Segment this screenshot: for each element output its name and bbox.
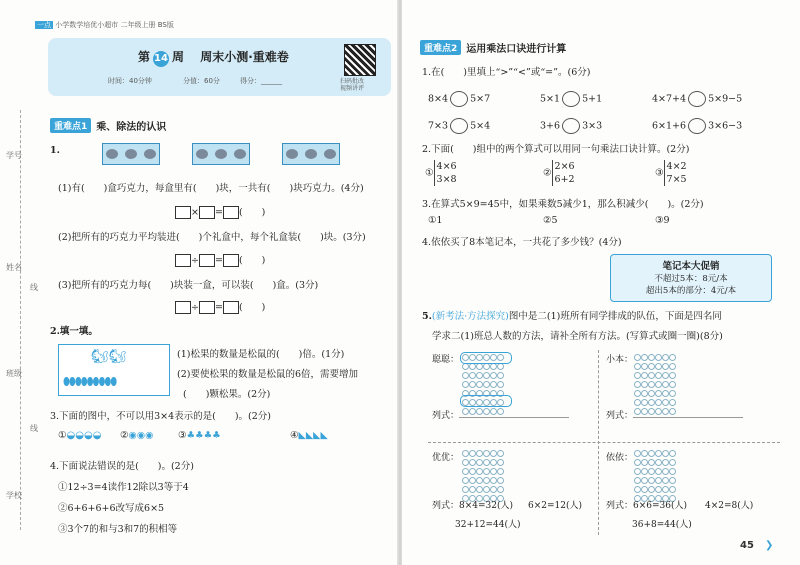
method-4-answer-3: 36+8=44(人): [632, 520, 692, 530]
answer-box[interactable]: [175, 206, 191, 219]
formula-label: 列式：: [432, 411, 460, 421]
unit-blank: ( ): [238, 302, 266, 313]
q1-number: 1.: [50, 145, 60, 156]
squirrel-pinecone-picture: [58, 344, 170, 396]
expr: 6+2: [554, 174, 575, 185]
q1-part3: (3)把所有的巧克力每( )块装一盒，可以装( )盒。(3分): [58, 280, 319, 291]
op-equals: =: [214, 255, 223, 266]
r3-option-1[interactable]: ①1: [428, 215, 443, 226]
q1-part2: (2)把所有的巧克力平均装进( )个礼盒中，每个礼盒装( )块。(3分): [58, 232, 366, 243]
op-divide: ÷: [191, 255, 199, 266]
q4-option-3[interactable]: ③3个7的和与3和7的积相等: [58, 524, 178, 535]
r5-number: 5.: [422, 311, 432, 322]
q4-option-2[interactable]: ②6+6+6+6改写成6×5: [58, 503, 165, 514]
section-1-title: 乘、除法的认识: [96, 122, 167, 133]
page-number: 45: [740, 540, 754, 551]
arrow-right-icon: ❯: [765, 540, 774, 551]
r3-option-2[interactable]: ②5: [543, 215, 558, 226]
method-4-answer-1: 列式：6×6=36(人): [606, 501, 688, 511]
r2-label: ①: [425, 167, 434, 179]
week-title: [138, 48, 289, 67]
queue-dots: [634, 354, 674, 415]
q2-line1: (1)松果的数量是松鼠的( )倍。(1分): [177, 349, 345, 360]
margin-class: 班级: [6, 369, 22, 378]
compare-blank[interactable]: [562, 91, 580, 107]
promo-line-1: 不超过5本：8元/本: [654, 274, 728, 284]
expr: 5×1: [540, 93, 561, 105]
r1-row1-b: [540, 91, 602, 107]
expr: 7×3: [428, 120, 449, 132]
op-equals: =: [214, 302, 223, 313]
r2-label: ③: [655, 167, 664, 179]
corner-series: [35, 20, 174, 30]
q3-option-label: ③: [178, 430, 187, 441]
fish-group-icon: ◒◒◒◒: [66, 430, 102, 441]
section-2-header: [420, 40, 566, 55]
method-3-answer-2: 6×2=12(人): [528, 501, 583, 511]
week-suffix: 周: [172, 50, 185, 64]
margin-name: 姓名: [6, 263, 22, 272]
q3-option-label: ④: [290, 430, 299, 441]
binding-line: [20, 110, 21, 530]
duck-group-icon: ◣◣◣◣: [298, 430, 328, 441]
r1-row2-c: [652, 118, 742, 134]
chocolate-box-icon: [102, 143, 160, 165]
corner-tag: 一点: [37, 21, 51, 29]
expr: 5×7: [470, 93, 491, 105]
answer-box[interactable]: [175, 301, 191, 314]
expr: 2×6: [554, 161, 575, 172]
q3-option-3[interactable]: [178, 430, 221, 441]
q1-equation-1: [175, 204, 265, 219]
got-info: 得分：______: [240, 77, 282, 85]
expr: 4×7+4: [652, 93, 687, 105]
got-label: 得分：: [240, 77, 261, 85]
expr: 5+1: [582, 93, 603, 105]
r5-line2: 学求二(1)班总人数的方法，请补全所有方法。(写算式或圈一圈)(8分): [432, 331, 723, 342]
expr: 4×2: [666, 161, 687, 172]
q3-option-label: ①: [58, 430, 67, 441]
compare-blank[interactable]: [450, 91, 468, 107]
r2-option-3[interactable]: [655, 160, 687, 186]
expr: 8×4: [428, 93, 449, 105]
quadrant-divider-h: [428, 442, 780, 443]
r2-option-1[interactable]: [425, 160, 457, 186]
q1-equation-3: [175, 299, 265, 314]
squirrel-icon: 🐿🐿: [91, 349, 127, 365]
corner-series-text: 小学数学培优小超市: [55, 21, 119, 29]
method-1-formula: [432, 408, 569, 421]
q1-part1: (1)有( )盒巧克力，每盒里有( )块，一共有( )块巧克力。(4分): [58, 183, 364, 194]
answer-line[interactable]: [459, 417, 569, 418]
op-times: ×: [191, 207, 199, 218]
unit-blank: ( ): [238, 207, 266, 218]
method-4-answer-2: 4×2=8(人): [705, 501, 754, 511]
r1-row1-c: [652, 91, 742, 107]
q4-text: 4.下面说法错误的是( )。(2分): [50, 461, 194, 472]
week-prefix: 第: [138, 50, 151, 64]
r1-text: 1.在( )里填上“>”“<”或“=”。(6分): [422, 67, 591, 78]
cherry-group-icon: ♣♣♣♣: [186, 430, 221, 441]
method-name-2: 小本：: [606, 355, 634, 365]
q2-line3: ( )颗松果。(2分): [183, 389, 271, 400]
qr-caption: 扫码批改 视频讲评: [340, 78, 365, 92]
unit-blank: ( ): [238, 255, 266, 266]
expr: 5×9−5: [708, 93, 743, 105]
formula-label: 列式：: [606, 411, 634, 421]
q3-option-label: ②: [120, 430, 129, 441]
expr: 3×3: [582, 120, 603, 132]
expr: 6×1+6: [652, 120, 687, 132]
circle-annotation: [460, 352, 512, 364]
method-name-3: 优优：: [432, 453, 460, 463]
q3-text: 3.下面的图中，不可以用3×4表示的是( )。(2分): [50, 411, 271, 422]
r1-row2-a: [428, 118, 490, 134]
method-2-formula: [606, 408, 743, 421]
compare-blank[interactable]: [688, 118, 706, 134]
chocolate-box-icon: [192, 143, 250, 165]
expr: 3×6−3: [708, 120, 743, 132]
r1-row2-b: [540, 118, 602, 134]
answer-box[interactable]: [199, 206, 215, 219]
op-equals: =: [214, 207, 223, 218]
expr: 3×8: [436, 174, 457, 185]
r3-text: 3.在算式5×9=45中，如果乘数5减少1，那么积减少( )。(2分): [422, 199, 704, 210]
page-title: 周末小测·重难卷: [200, 50, 289, 64]
expr: 4×6: [436, 161, 457, 172]
r5-line1: [422, 308, 722, 322]
q2-line2: (2)要使松果的数量是松鼠的6倍，需要增加: [177, 369, 359, 380]
score-info: 分值：60分: [183, 77, 220, 85]
q1-equation-2: [175, 252, 265, 267]
answer-box[interactable]: [223, 301, 239, 314]
method-name-1: 聪聪：: [432, 355, 460, 365]
queue-dots: [462, 450, 502, 502]
r5-text-1: 图中是二(1)班所有同学排成的队伍，下面是四名同: [508, 311, 722, 322]
method-3-answer-3: 32+12=44(人): [455, 520, 521, 530]
promo-line-2: 超出5本的部分：4元/本: [645, 286, 737, 296]
r1-row1-a: [428, 91, 490, 107]
q3-option-1[interactable]: [58, 430, 101, 441]
expr: 5×4: [470, 120, 491, 132]
week-number: 14: [153, 51, 169, 67]
compare-blank[interactable]: [562, 118, 580, 134]
q2-title: 2.填一填。: [50, 326, 98, 337]
answer-line[interactable]: [633, 417, 743, 418]
margin-line-1: 线: [30, 283, 38, 292]
margin-school: 学校: [6, 491, 22, 500]
r2-text: 2.下面( )组中的两个算式可以用同一句乘法口诀计算。(2分): [422, 144, 690, 155]
section-2-title: 运用乘法口诀进行计算: [466, 44, 567, 55]
time-info: 时间：40分钟: [108, 77, 152, 85]
promo-title: 笔记本大促销: [662, 261, 720, 272]
qr-code-icon[interactable]: [344, 44, 376, 76]
answer-box[interactable]: [223, 206, 239, 219]
r2-option-2[interactable]: [543, 160, 575, 186]
section-1-header: [50, 118, 166, 133]
left-page: [0, 0, 398, 565]
expr: 7×5: [666, 174, 687, 185]
chocolate-box-icon: [282, 143, 340, 165]
corner-grade: 二年级上册 BS版: [120, 21, 174, 29]
week-header: [48, 38, 391, 96]
promo-card: [610, 254, 772, 302]
circle-annotation: [460, 395, 512, 407]
sheep-group-icon: ◉◉◉: [128, 430, 154, 441]
q4-option-1[interactable]: ①12÷3=4读作12除以3等于4: [58, 482, 189, 493]
compare-blank[interactable]: [688, 91, 706, 107]
q3-option-2[interactable]: [120, 430, 153, 441]
r5-tag: (新考法·方法探究): [431, 311, 509, 322]
r4-text: 4.依依买了8本笔记本，一共花了多少钱？(4分): [422, 237, 622, 248]
margin-student-id: 学号: [6, 151, 22, 160]
section-2-tag: 重难点2: [420, 40, 461, 55]
pinecone-icon: ⬮⬮⬮⬮⬮⬮⬮⬮⬮: [63, 375, 117, 388]
answer-box[interactable]: [199, 254, 215, 267]
compare-blank[interactable]: [450, 118, 468, 134]
method-3-answer-1: 列式：8×4=32(人): [432, 501, 514, 511]
answer-box[interactable]: [175, 254, 191, 267]
r3-option-3[interactable]: ③9: [655, 215, 670, 226]
op-divide: ÷: [191, 302, 199, 313]
method-name-4: 依依：: [606, 453, 634, 463]
r2-label: ②: [543, 167, 552, 179]
queue-dots: [634, 450, 674, 502]
answer-box[interactable]: [223, 254, 239, 267]
q3-option-4[interactable]: [290, 430, 328, 441]
margin-line-2: 线: [30, 424, 38, 433]
expr: 3+6: [540, 120, 561, 132]
section-1-tag: 重难点1: [50, 118, 91, 133]
answer-box[interactable]: [199, 301, 215, 314]
